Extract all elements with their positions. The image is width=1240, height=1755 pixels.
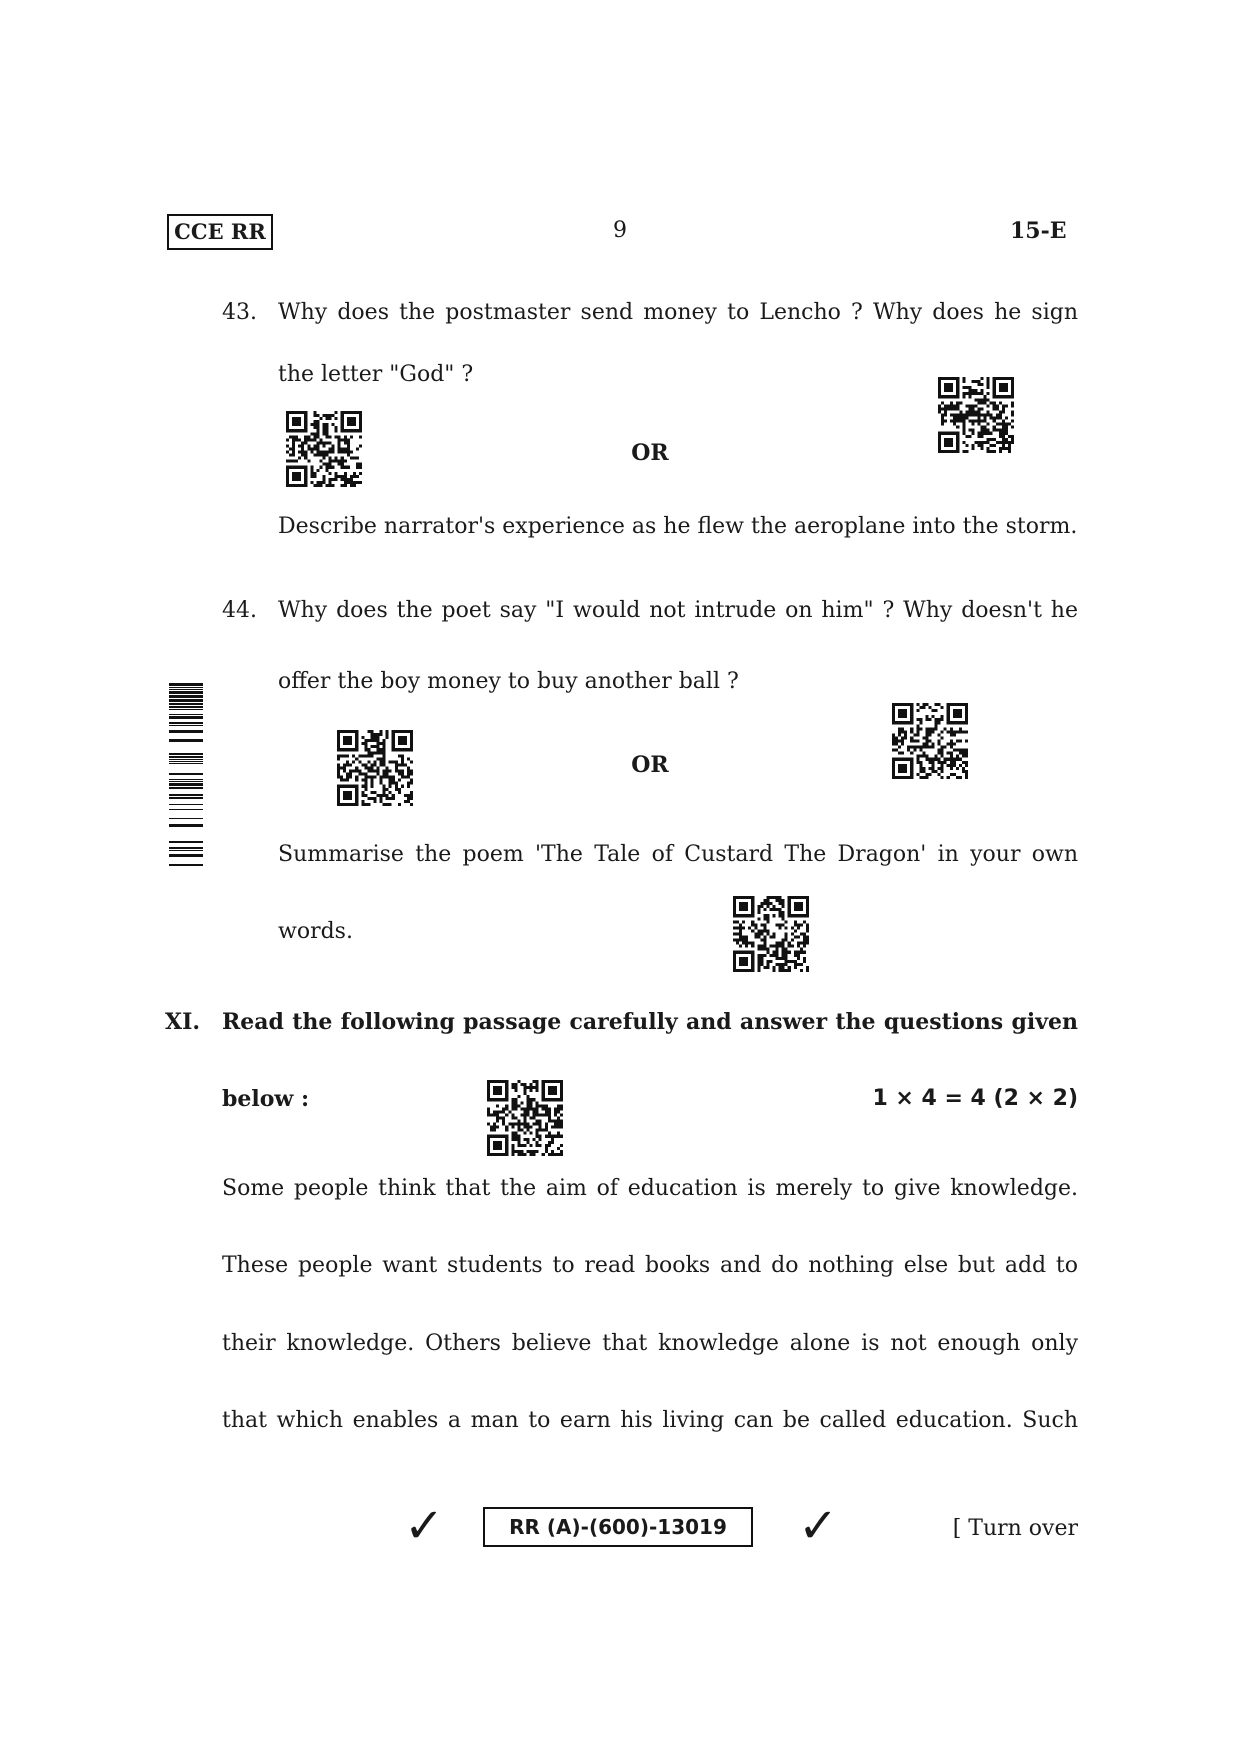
question-43-or: OR <box>631 440 669 466</box>
question-44-number: 44. <box>222 598 257 623</box>
passage-line: These people want students to read books and do nothing else but add to <box>222 1253 1078 1278</box>
check-mark-icon: ✓ <box>404 1498 445 1554</box>
section-marks: 1 × 4 = 4 (2 × 2) <box>872 1086 1078 1111</box>
check-mark-icon: ✓ <box>798 1498 839 1554</box>
qr-code-icon <box>487 1080 563 1156</box>
question-44-alternative-line1: Summarise the poem 'The Tale of Custard The Dragon' in your own <box>278 842 1078 867</box>
question-43-alternative: Describe narrator's experience as he flew the aeroplane into the storm. <box>278 514 1078 539</box>
header-code-box: CCE RR <box>167 214 273 250</box>
question-43-number: 43. <box>222 300 257 325</box>
question-44-text-line2: offer the boy money to buy another ball ? <box>278 669 739 694</box>
section-number: XI. <box>165 1009 201 1035</box>
page-number: 9 <box>613 218 627 243</box>
question-44-text-line1: Why does the poet say "I would not intrude on him" ? Why doesn't he <box>278 598 1078 623</box>
passage-line: that which enables a man to earn his living can be called education. Such <box>222 1408 1078 1433</box>
paper-code: 15-E <box>1010 218 1067 244</box>
question-44-or: OR <box>631 752 669 778</box>
question-44-alternative-line2: words. <box>278 919 353 944</box>
question-43-text-line1: Why does the postmaster send money to Lencho ? Why does he sign <box>278 300 1078 325</box>
question-43-text-line2: the letter "God" ? <box>278 362 474 387</box>
passage-line: Some people think that the aim of education is merely to give knowledge. <box>222 1176 1078 1201</box>
passage-line: their knowledge. Others believe that knowledge alone is not enough only <box>222 1331 1078 1356</box>
section-instruction-line1: Read the following passage carefully and answer the questions given <box>222 1009 1078 1035</box>
section-instruction-line2: below : <box>222 1086 310 1112</box>
footer-code-box: RR (A)-(600)-13019 <box>483 1507 753 1547</box>
turn-over-label: [ Turn over <box>952 1516 1078 1541</box>
qr-code-icon <box>733 896 809 972</box>
